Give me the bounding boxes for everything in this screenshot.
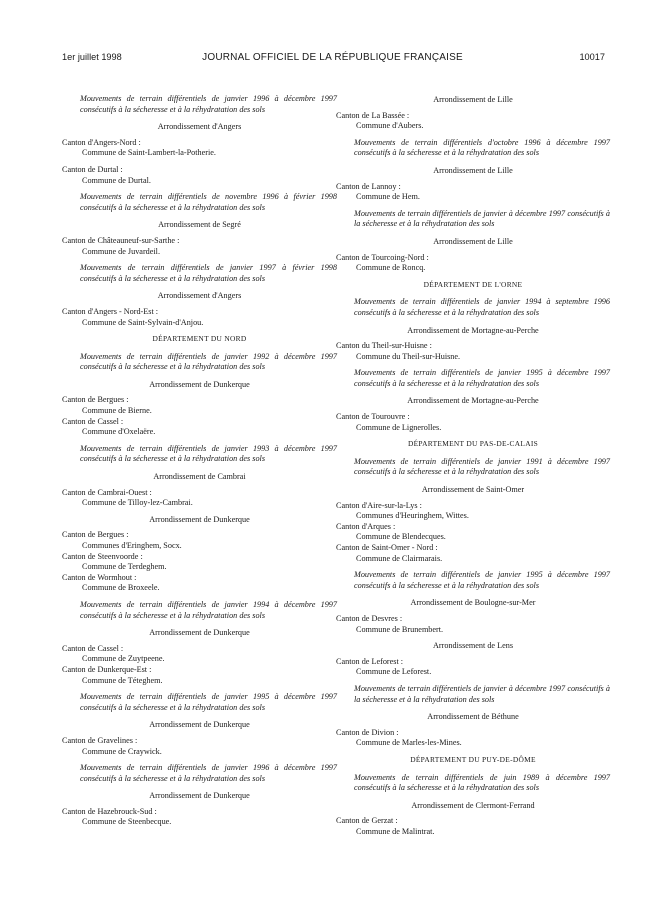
decree-description: Mouvements de terrain différentiels de janvier 1994 à décembre 1997 consécutifs à la sécheresse et à la réhydratation des sols — [80, 599, 337, 620]
arrondissement-heading: Arrondissement de Lens — [432, 641, 514, 651]
arrondissement-heading: Arrondissement de Clermont-Ferrand — [411, 800, 535, 810]
header-page-number: 10017 — [579, 52, 605, 62]
commune-line: Commune de Lignerolles. — [356, 422, 442, 432]
canton-line: Canton de Divion : — [336, 727, 399, 737]
canton-line: Canton de Hazebrouck-Sud : — [62, 806, 157, 816]
canton-line: Canton de Gravelines : — [62, 735, 138, 745]
canton-line: Canton de Châteauneuf-sur-Sarthe : — [62, 235, 180, 245]
decree-description: Mouvements de terrain différentiels de janvier 1997 à février 1998 consécutifs à la sécheresse et à la réhydratation des sols — [80, 263, 337, 283]
arrondissement-heading: Arrondissement de Dunkerque — [149, 720, 250, 730]
commune-line: Commune de Craywick. — [82, 746, 162, 756]
arrondissement-heading: Arrondissement de Dunkerque — [149, 514, 250, 524]
canton-line: Canton de Lannoy : — [336, 181, 401, 191]
commune-line: Commune de Juvardeil. — [82, 246, 160, 256]
commune-line: Commune de Marles-les-Mines. — [356, 738, 462, 748]
commune-line: Commune de Roncq. — [356, 263, 426, 273]
decree-description: Mouvements de terrain différentiels de juin 1989 à décembre 1997 consécutifs à la sécheresse et à la réhydratation des sols — [354, 772, 610, 793]
departement-heading: DÉPARTEMENT DE L'ORNE — [423, 279, 523, 289]
decree-description: Mouvements de terrain différentiels de janvier à décembre 1997 consécutifs à la sécheresse et à la réhydratation des sols — [354, 208, 610, 229]
canton-line: Canton de Cassel : — [62, 643, 124, 653]
arrondissement-heading: Arrondissement de Béthune — [427, 712, 519, 722]
canton-line: Canton de Tourouvre : — [336, 412, 410, 422]
commune-line: Commune de Téteghem. — [82, 675, 163, 685]
arrondissement-heading: Arrondissement de Mortagne-au-Perche — [407, 325, 539, 335]
canton-line: Canton de Saint-Omer - Nord : — [336, 543, 438, 552]
arrondissement-heading: Arrondissement de Lille — [433, 165, 513, 175]
departement-heading: DÉPARTEMENT DU PUY-DE-DÔME — [410, 754, 536, 764]
commune-line: Commune d'Oxelaëre. — [82, 427, 156, 437]
commune-line: Commune de Saint-Sylvain-d'Anjou. — [82, 317, 204, 327]
canton-line: Canton de Wormhout : — [62, 572, 137, 582]
arrondissement-heading: Arrondissement de Saint-Omer — [421, 485, 525, 495]
decree-description: Mouvements de terrain différentiels d'octobre 1996 à décembre 1997 consécutifs à la sécheresse et à la réhydratation des sols — [354, 137, 610, 158]
arrondissement-heading: Arrondissement de Boulogne-sur-Mer — [410, 598, 536, 608]
canton-line: Canton de Gerzat : — [336, 816, 398, 826]
canton-line: Canton de La Bassée : — [336, 110, 410, 120]
arrondissement-heading: Arrondissement de Segré — [158, 220, 241, 230]
arrondissement-heading: Arrondissement de Lille — [433, 95, 513, 104]
decree-description: Mouvements de terrain différentiels de janvier 1995 à décembre 1997 consécutifs à la sécheresse et à la réhydratation des sols — [80, 692, 337, 712]
commune-line: Commune d'Aubers. — [356, 121, 424, 131]
commune-line: Commune de Durtal. — [82, 175, 151, 185]
arrondissement-heading: Arrondissement de Cambrai — [153, 472, 246, 482]
commune-line: Commune de Tilloy-lez-Cambrai. — [82, 498, 193, 508]
commune-line: Communes d'Heuringhem, Wittes. — [356, 511, 469, 521]
canton-line: Canton de Bergues : — [62, 530, 129, 540]
canton-line: Canton de Bergues : — [62, 395, 129, 405]
departement-heading: DÉPARTEMENT DU PAS-DE-CALAIS — [407, 439, 539, 449]
canton-line: Canton d'Angers-Nord : — [62, 137, 141, 147]
canton-line: Canton de Desvres : — [336, 613, 403, 623]
commune-line: Commune de Malintrat. — [356, 826, 435, 836]
commune-line: Commune de Clairmarais. — [356, 553, 443, 563]
canton-line: Canton de Cambrai-Ouest : — [62, 487, 152, 497]
canton-line: Canton de Dunkerque-Est : — [62, 664, 152, 674]
commune-line: Commune de Blendecques. — [356, 532, 446, 542]
decree-description: Mouvements de terrain différentiels de janvier 1994 à septembre 1996 consécutifs à la sécheresse et à la réhydratation des sols — [354, 297, 610, 317]
canton-line: Canton de Cassel : — [62, 416, 124, 426]
canton-line: Canton de Steenvoorde : — [62, 551, 143, 561]
decree-description: Mouvements de terrain différentiels de janvier 1996 à décembre 1997 consécutifs à la sécheresse et à la réhydratation des sols — [80, 763, 337, 783]
arrondissement-heading: Arrondissement de Lille — [433, 236, 513, 246]
commune-line: Commune de Saint-Lambert-la-Potherie. — [82, 148, 216, 158]
canton-line: Canton de Durtal : — [62, 164, 123, 174]
canton-line: Canton de Tourcoing-Nord : — [336, 252, 429, 262]
right-column — [336, 94, 610, 843]
arrondissement-heading: Arrondissement d'Angers — [157, 122, 242, 132]
decree-description: Mouvements de terrain différentiels de janvier 1993 à décembre 1997 consécutifs à la sécheresse et à la réhydratation des sols — [80, 443, 337, 464]
canton-line: Canton du Theil-sur-Huisne : — [336, 341, 432, 351]
decree-description: Mouvements de terrain différentiels de janvier 1992 à décembre 1997 consécutifs à la sécheresse et à la réhydratation des sols — [80, 351, 337, 372]
decree-description: Mouvements de terrain différentiels de janvier 1995 à décembre 1997 consécutifs à la sécheresse et à la réhydratation des sols — [354, 368, 610, 388]
commune-line: Commune de Terdeghem. — [82, 562, 167, 572]
decree-description: Mouvements de terrain différentiels de novembre 1996 à février 1998 consécutifs à la sécheresse et à la réhydratation des sols — [80, 192, 337, 212]
decree-description: Mouvements de terrain différentiels de janvier 1991 à décembre 1997 consécutifs à la sécheresse et à la réhydratation des sols — [354, 456, 610, 477]
arrondissement-heading: Arrondissement de Mortagne-au-Perche — [407, 396, 539, 406]
commune-line: Commune de Hem. — [356, 192, 420, 202]
canton-line: Canton d'Aire-sur-la-Lys : — [336, 500, 422, 510]
commune-line: Commune de Leforest. — [356, 667, 432, 677]
commune-line: Communes d'Eringhem, Socx. — [82, 541, 182, 550]
canton-line: Canton de Leforest : — [336, 656, 404, 666]
decree-description: Mouvements de terrain différentiels de janvier 1995 à décembre 1997 consécutifs à la sécheresse et à la réhydratation des sols — [354, 570, 610, 590]
header-date: 1er juillet 1998 — [62, 52, 122, 62]
commune-line: Commune de Brunembert. — [356, 624, 444, 634]
decree-description: Mouvements de terrain différentiels de janvier 1996 à décembre 1997 consécutifs à la sécheresse et à la réhydratation des sols — [80, 94, 337, 114]
left-column — [62, 94, 337, 834]
commune-line: Commune de Bierne. — [82, 406, 152, 416]
commune-line: Commune du Theil-sur-Huisne. — [356, 351, 461, 361]
commune-line: Commune de Zuytpeene. — [82, 654, 165, 664]
arrondissement-heading: Arrondissement de Dunkerque — [149, 379, 250, 389]
canton-line: Canton d'Angers - Nord-Est : — [62, 306, 159, 316]
canton-line: Canton d'Arques : — [336, 521, 396, 531]
departement-heading: DÉPARTEMENT DU NORD — [152, 334, 247, 344]
commune-line: Commune de Steenbecque. — [82, 817, 172, 827]
arrondissement-heading: Arrondissement de Dunkerque — [149, 791, 250, 801]
decree-description: Mouvements de terrain différentiels de janvier à décembre 1997 consécutifs à la sécheresse et à la réhydratation des sols — [354, 683, 610, 704]
header-title: JOURNAL OFFICIEL DE LA RÉPUBLIQUE FRANÇAISE — [202, 52, 463, 63]
arrondissement-heading: Arrondissement d'Angers — [157, 291, 242, 301]
arrondissement-heading: Arrondissement de Dunkerque — [149, 628, 250, 638]
commune-line: Commune de Broxeele. — [82, 583, 160, 593]
